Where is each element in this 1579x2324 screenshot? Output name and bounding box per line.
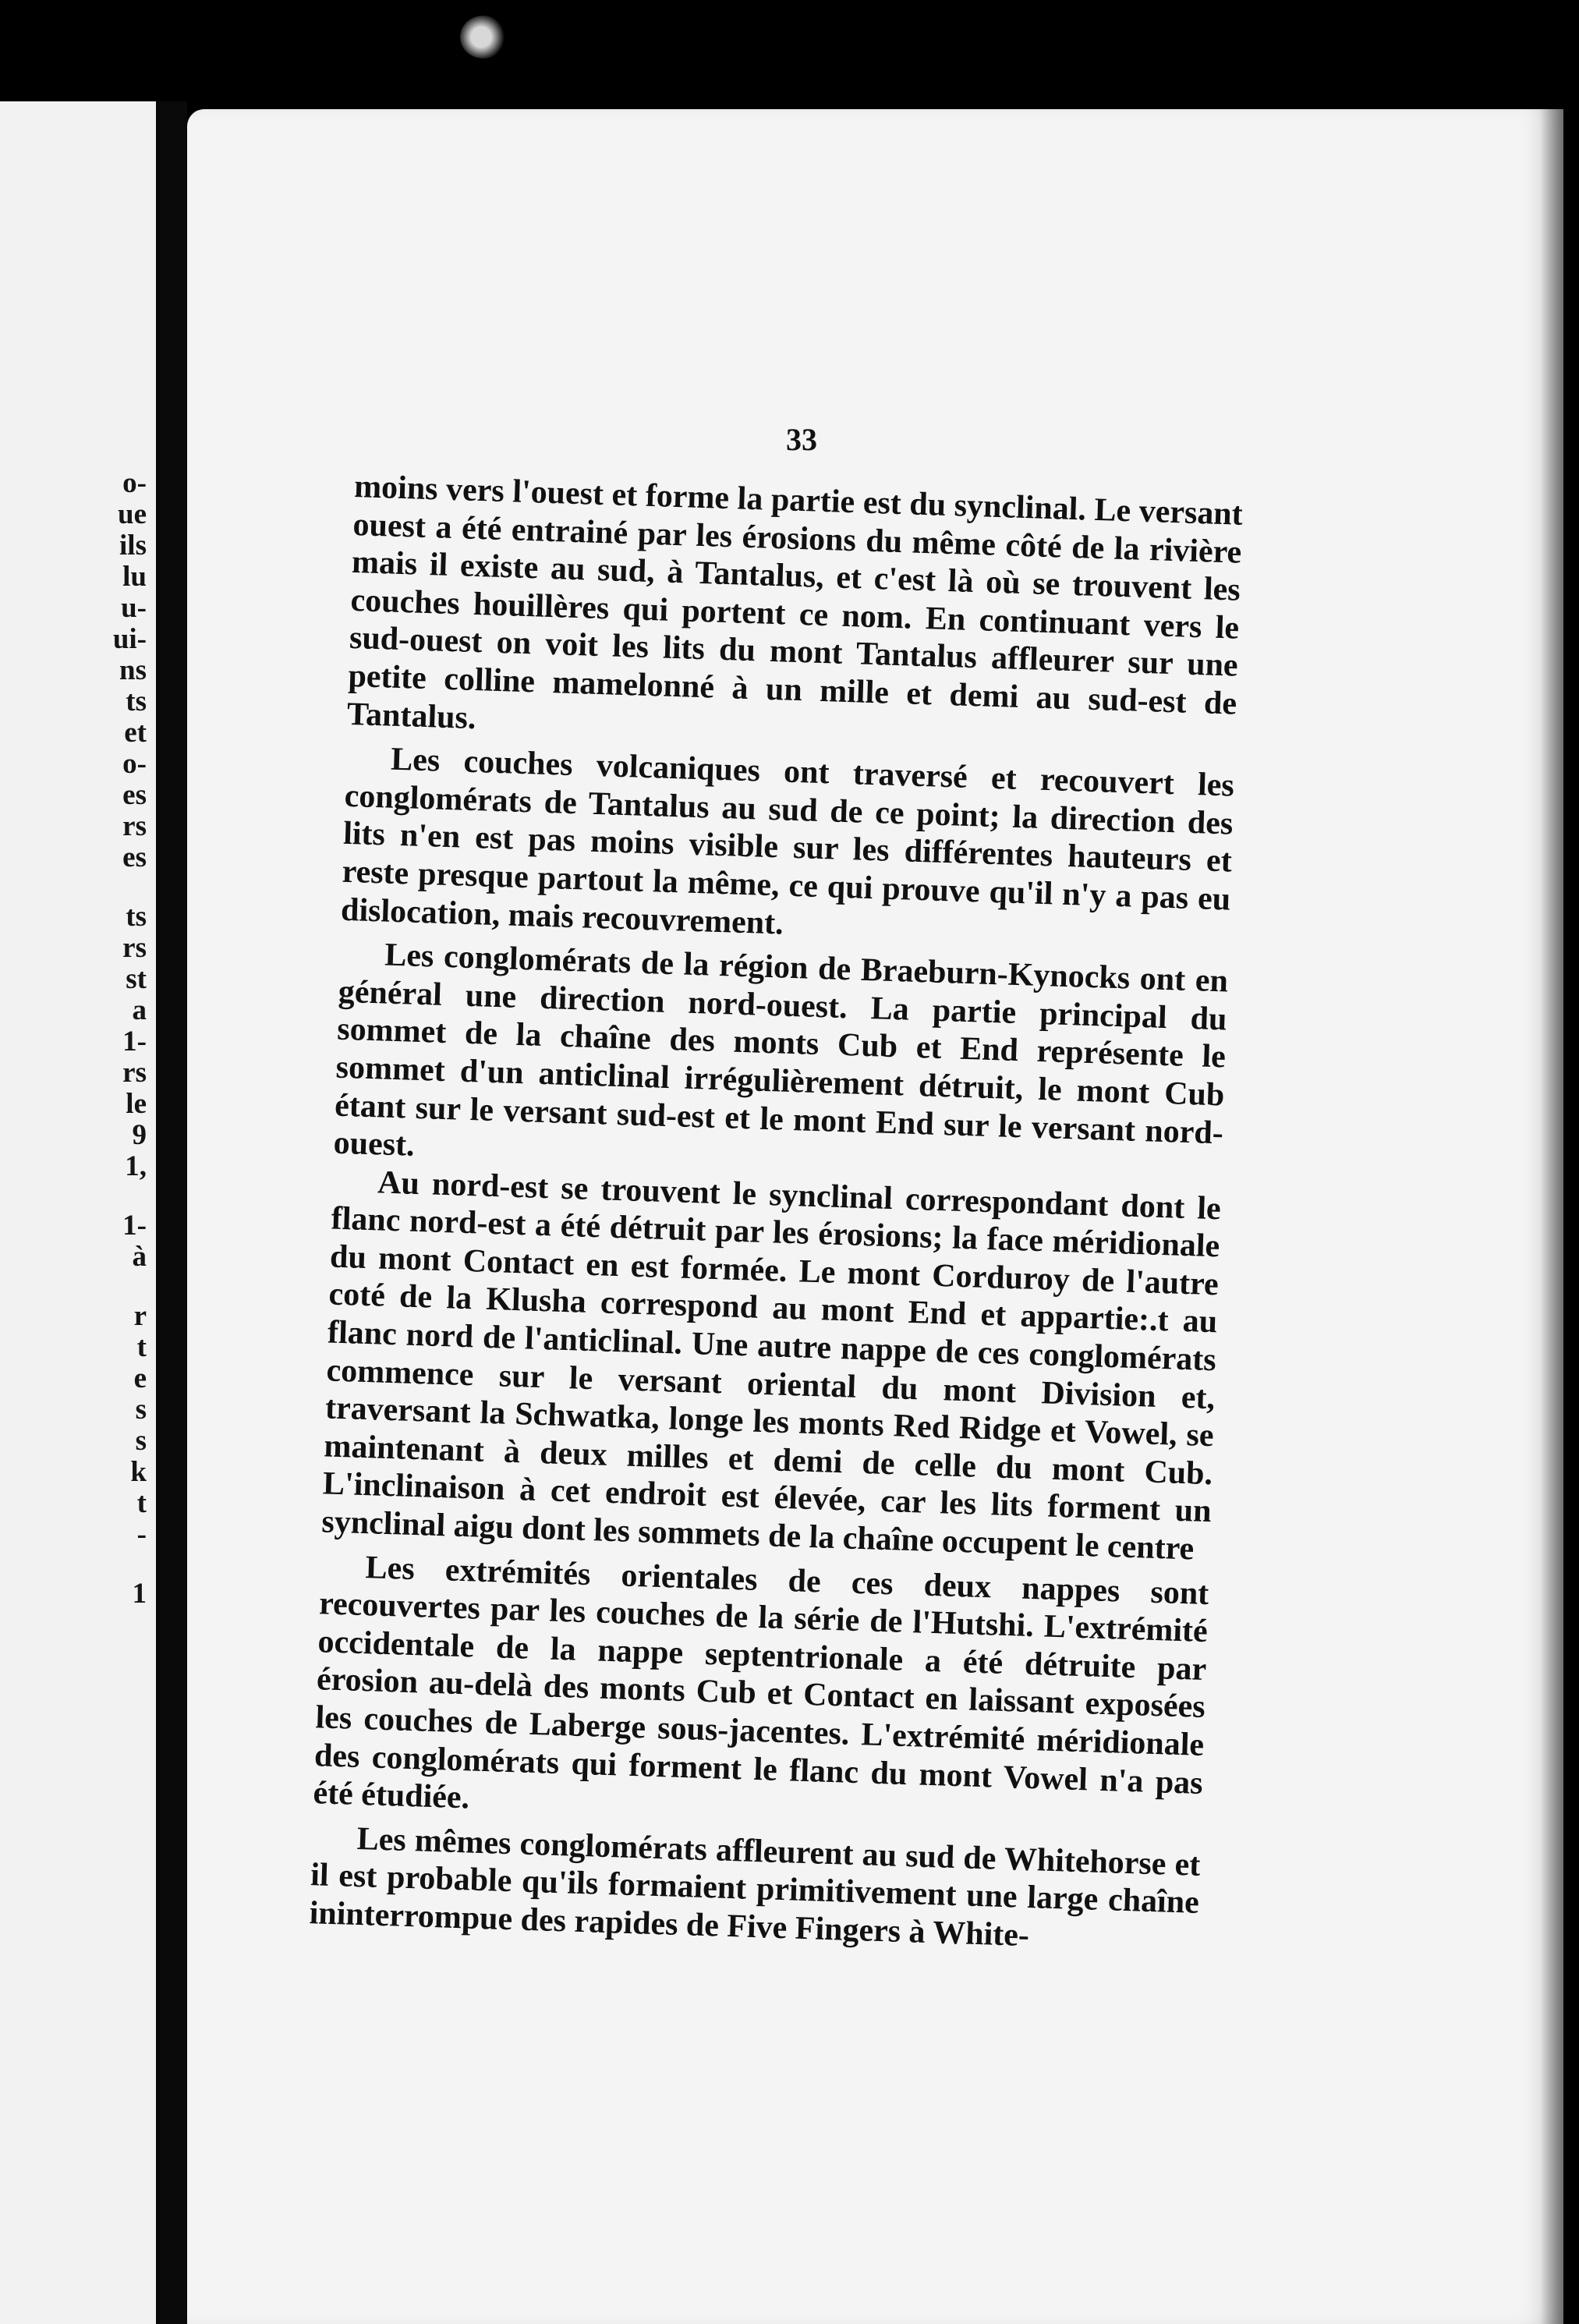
left-fragment: à [132, 1241, 147, 1273]
paragraph-3: Les conglomérats de la région de Braeburn-Kynocks ont en général une direction nord-ouest. La partie principal du sommet de la chaîne des monts Cub et End représente le sommet d'un anticlinal irrégulièrement détruit, le mont Cub étant sur le versant sud-est et le mont End sur le versant nord-ouest. [333, 937, 1229, 1164]
paragraph-4: Au nord-est se trouvent le synclinal correspondant dont le flanc nord-est a été détruit par les érosions; la face méridionale du mont Contact en est formée. Le mont Corduroy de l'autre coté de la Klusha correspond au mont End et appartie:.t au flanc nord de l'anticlinal. Une autre nappe de ces conglomérats commence sur le versant oriental du mont Division et, traversant la Schwatka, longe les monts Red Ridge et Vowel, se maintenant à deux milles et demi de celle du mont Cub. L'inclinaison à cet endroit est élevée, car les lits forment un synclinal aigu dont les sommets de la chaîne occupent le centre [320, 1164, 1222, 1568]
left-fragment: rs [122, 810, 147, 842]
left-fragment: t [136, 1331, 147, 1363]
left-fragment: ns [119, 654, 147, 686]
left-fragment: le [126, 1088, 147, 1120]
left-fragment: r [133, 1300, 147, 1332]
left-fragment: 9 [132, 1119, 147, 1151]
page-edge-shadow [1540, 109, 1563, 2324]
left-fragment: es [122, 779, 147, 811]
left-fragment [53, 1550, 147, 1578]
paragraph-2: Les couches volcaniques ont traversé et recouvert les conglomérats de Tantalus au sud de ce point; la direction des lits n'en est pas moins visible sur les différentes hauteurs et reste presque partout la même, ce qui prouve qu'il n'y a pas eu dislocation, mais recouvrement. [340, 741, 1235, 942]
left-fragment: 1- [122, 1026, 147, 1057]
left-fragment: lu [122, 561, 147, 593]
left-fragment: 1, [125, 1150, 147, 1182]
left-fragment: t [136, 1487, 147, 1519]
left-fragment: o- [122, 467, 147, 499]
left-fragment: ui- [112, 623, 147, 655]
left-fragment: s [135, 1425, 147, 1457]
left-fragment [53, 1182, 147, 1210]
left-fragment: ts [126, 901, 147, 933]
left-fragment: ts [126, 686, 147, 717]
left-fragment: - [136, 1518, 147, 1550]
page-number: 33 [786, 422, 817, 457]
left-fragment [53, 1273, 147, 1301]
left-fragment: rs [122, 1057, 147, 1089]
left-fragment: 1- [122, 1210, 147, 1242]
left-page-edge [0, 101, 156, 2324]
left-fragment: u- [121, 592, 147, 624]
left-fragment: k [130, 1456, 147, 1488]
left-fragment [53, 873, 147, 902]
left-fragment: es [122, 841, 147, 873]
left-fragment: ils [119, 530, 147, 562]
left-fragment: et [124, 717, 147, 749]
body-text [309, 468, 1244, 1966]
left-fragment: s [135, 1394, 147, 1426]
left-fragment: o- [122, 748, 147, 780]
left-fragment: st [126, 963, 147, 995]
left-fragment: a [132, 994, 147, 1026]
paragraph-1: moins vers l'ouest et forme la partie est du synclinal. Le versant ouest a été entrainé par les érosions du même côté de la rivière mais il existe au sud, à Tantalus, et c'est là où se trouvent les couches houillères qui portent ce nom. En continuant vers le sud-ouest on voit les lits du mont Tantalus affleurer sur une petite colline mamelonné à un mille et demi au sud-est de Tantalus. [346, 468, 1244, 736]
left-page-line-endings [53, 468, 147, 1610]
paragraph-6: Les mêmes conglomérats affleurent au sud de Whitehorse et il est probable qu'ils formaient primitivement une large chaîne ininterrompue des rapides de Five Fingers à White- [309, 1820, 1201, 1954]
left-fragment: 1 [132, 1578, 147, 1610]
left-fragment: ue [118, 498, 147, 530]
book-spine-gutter [156, 101, 187, 2324]
paragraph-5: Les extrémités orientales de ces deux nappes sont recouvertes par les couches de la série de l'Hutshi. L'extrémité occidentale de la nappe septentrionale a été détruite par érosion au-delà des monts Cub et Contact en laissant exposées les couches de Laberge sous-jacentes. L'extrémité méridionale des conglomérats qui forment le flanc du mont Vowel n'a pas été étudiée. [312, 1549, 1209, 1816]
scan-dust-speck [460, 16, 507, 58]
left-fragment: rs [122, 932, 147, 964]
left-fragment: e [133, 1362, 147, 1394]
